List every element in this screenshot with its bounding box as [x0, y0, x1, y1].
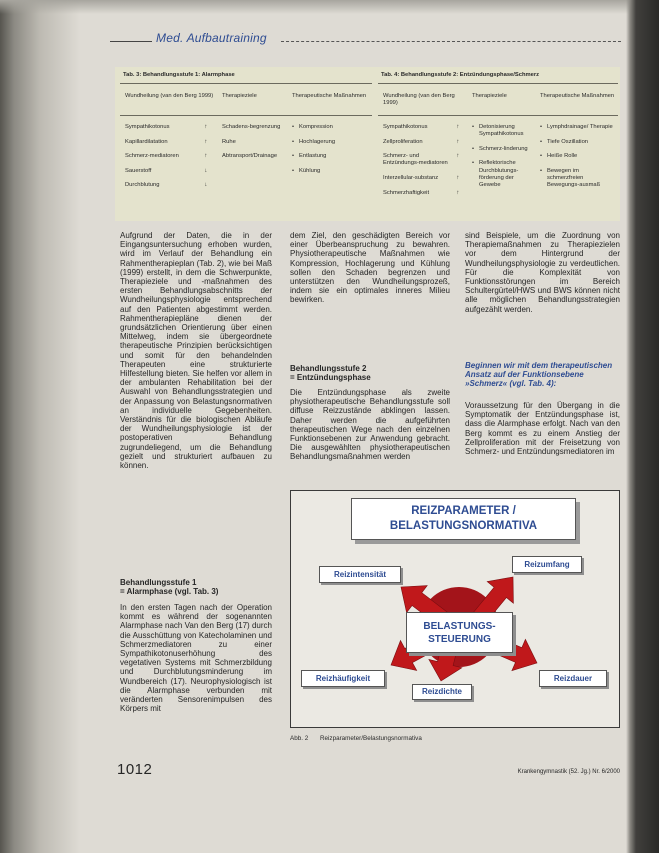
wundheilung-list [125, 124, 215, 197]
figure-reizparameter [290, 490, 620, 728]
center-line: BELASTUNGS- [423, 621, 496, 632]
label-reizumfang: Reizumfang [512, 556, 582, 573]
therapieziel-item: • Detonisierung Sympathikotonus [472, 124, 536, 139]
trend-arrow-icon: ↑ [456, 189, 460, 196]
wundheilung-item [125, 139, 215, 146]
table-header-massnahmen: Therapeutische Maßnahmen [292, 93, 367, 99]
table-rule [120, 115, 372, 116]
figure-title-line: BELASTUNGSNORMATIVA [389, 520, 538, 532]
figure-title-line: REIZPARAMETER / [411, 505, 516, 517]
wundheilung-item [383, 190, 465, 197]
wundheilung-text: Schmerzhaftigkeit [383, 189, 430, 196]
massnahme-item: • Entlastung [292, 153, 370, 160]
massnahmen-list [292, 124, 370, 182]
table-4 [378, 67, 618, 221]
therapieziele-list [222, 124, 288, 168]
page-number: 1012 [117, 761, 153, 778]
trend-arrow-icon: ↓ [204, 167, 208, 174]
table-header-therapieziele: Therapieziele [222, 93, 257, 99]
massnahme-item: • Lymphdrainage/ Therapie [540, 124, 616, 131]
wundheilung-item [125, 153, 215, 160]
therapieziele-list [472, 124, 536, 197]
caption-text: Reizparameter/Belastungsnormativa [319, 735, 422, 742]
wundheilung-text: Zellproliferation [383, 138, 423, 145]
label-reizintensitaet: Reizintensität [319, 566, 401, 583]
trend-arrow-icon: ↑ [456, 124, 460, 130]
table-header-wundheilung: Wundheilung (van den Berg 1999) [383, 93, 455, 107]
heading-line: = Entzündungsphase [290, 373, 371, 383]
journal-reference: Krankengymnastik (52. Jg.) Nr. 6/2000 [517, 769, 620, 775]
massnahme-item: • Heiße Rolle [540, 153, 616, 160]
wundheilung-item [383, 139, 465, 146]
table-rule [120, 83, 372, 84]
massnahme-item: • Bewegen im schmerzfreien Bewegungs-ausmaß [540, 168, 616, 190]
table-rule [378, 115, 618, 116]
table-header-wundheilung: Wundheilung (van den Berg 1999) [125, 93, 214, 99]
trend-arrow-icon: ↓ [204, 182, 208, 189]
trend-arrow-icon: ↑ [204, 124, 208, 130]
wundheilung-text: Interzellular-substanz [383, 175, 439, 182]
table-header-therapieziele: Therapieziele [472, 93, 507, 99]
table-header-massnahmen: Therapeutische Maßnahmen [540, 93, 615, 99]
body-paragraph: Aufgrund der Daten, die in der Eingangsuntersuchung erhoben wurden, wird im Verlauf der Behandlung ein Rahmentherapieplan (Tab. 2), wie bei Maß (1999) erstellt, in dem die Schwerpunkte, Therapieziele und -maßnahmen des ersten Behandlungsabschnitts der Wundheilungsphysiologie entsprechend auf den Patienten abgestimmt werden. Rahmentherapiepläne dienen der grundsätzlichen Orientierung über einen Mittelweg, indem sie übergeordnete therapeutische Prinzipien berücksichtigen und somit für den behandelnden Therapeuten eine strukturierte Hilfestellung bieten. Sie helfen vor allem in der ambulanten Rehabilitation bei der Auswahl von Behandlungsstrategien und der Anpassung von Belastungsnormativen an individuelle Gegebenheiten. Verständnis für die biologischen Abläufe der Wundheilungsphysiologie ist der postoperativen Behandlung zugrundeliegend, um die Behandlung gezielt und strukturiert aufbauen zu können. [120, 231, 272, 471]
wundheilung-item [125, 182, 215, 189]
text-column-1 [120, 231, 272, 751]
scan-right-edge [626, 0, 659, 853]
trend-arrow-icon: ↑ [456, 175, 460, 182]
trend-arrow-icon: ↑ [456, 153, 460, 160]
heading-line: = Alarmphase (vgl. Tab. 3) [120, 587, 219, 597]
massnahme-item: • Kühlung [292, 168, 370, 175]
therapieziel-item: • Reflektorische Durchblutungs-förderung der Gewebe [472, 160, 536, 189]
table-title: Tab. 3: Behandlungsstufe 1: Alarmphase [123, 72, 235, 78]
wundheilung-text: Kapillardilatation [125, 138, 168, 145]
wundheilung-item [125, 124, 215, 131]
wundheilung-item [125, 168, 215, 175]
body-paragraph: Die Entzündungsphase als zweite physiotherapeutische Behandlungsstufe soll diffuse Reizzustände abklingen lassen. Daher werden die aufgeführten therapeutischen Wege nach den einzelnen Funktionsebenen zur Anwendung gebracht. Die ausgewählten physiotherapeutischen Behandlungsmaßnahmen werden [290, 388, 450, 462]
figure-caption [290, 735, 422, 742]
caption-label: Abb. 2 [290, 735, 309, 742]
wundheilung-text: Sympathikotonus [125, 124, 170, 130]
label-reizdichte: Reizdichte [412, 684, 472, 700]
scan-gutter-shadow [0, 0, 80, 853]
trend-arrow-icon: ↑ [456, 138, 460, 145]
body-paragraph: dem Ziel, den geschädigten Bereich vor einer Überbeanspruchung zu bewahren. Physiotherapeutische Maßnahmen wie Kompression, Hochlagerung und Kühlung sollen den Schaden begrenzen und unterstützen den Wundheilungsprozeß, indem sie ein optimales inneres Milieu bewirken. [290, 231, 450, 305]
table-3 [120, 67, 372, 221]
wundheilung-text: Durchblutung [125, 182, 160, 189]
tables-panel [115, 67, 620, 221]
table-title: Tab. 4: Behandlungsstufe 2: Entzündungsphase/Schmerz [381, 72, 540, 78]
section-title: Med. Aufbautraining [156, 31, 267, 45]
subsection-heading: Beginnen wir mit dem therapeutischen Ansatz auf der Funktionsebene »Schmerz« (vgl. Tab. 4): [465, 361, 613, 389]
header-rule-right [281, 41, 621, 42]
header-rule-left [110, 41, 152, 42]
body-paragraph: sind Beispiele, um die Zuordnung von Therapiemaßnahmen zu Therapiezielen vor dem Hintergrund der Wundheilungsphysiologie zu verdeutlichen. Für die Komplexität von Funktionsstörungen im Bereich Schultergürtel/HWS und BWS können nicht alle möglichen Behandlungsstrategien aufgezählt werden. [465, 231, 620, 314]
wundheilung-text: Schmerz- und Entzündungs-mediatoren [383, 153, 448, 167]
therapieziel-item: Schadens-begrenzung [222, 124, 281, 130]
figure-title-box [351, 498, 576, 540]
scan-top-shadow [0, 0, 659, 14]
wundheilung-list [383, 124, 465, 204]
label-reizhaeufigkeit: Reizhäufigkeit [301, 670, 385, 687]
wundheilung-item [383, 153, 465, 168]
heading-line: Behandlungsstufe 1 [120, 578, 197, 587]
text-column-2 [290, 231, 450, 483]
massnahme-item: • Tiefe Oszillation [540, 139, 616, 146]
label-reizdauer: Reizdauer [539, 670, 607, 687]
body-paragraph: In den ersten Tagen nach der Operation kommt es während der sogenannten Alarmphase nach Van den Berg (17) durch die Ausschüttung von Katecholaminen und Schmerzmediatoren zu einer Sympathikotonuserhöhung des vegetativen Systems mit Schmerzbildung und Durchblutungsminderung im Wundbereich (17). Neurophysiologisch ist die Alarmphase verbunden mit veränderten Sensorenimpulsen des Körpers mit [120, 603, 272, 714]
text-column-3 [465, 231, 620, 483]
wundheilung-text: Schmerz-mediatoren [125, 153, 179, 160]
wundheilung-text: Sauerstoff [125, 167, 152, 174]
wundheilung-text: Sympathikotonus [383, 124, 428, 130]
table-rule [378, 83, 618, 84]
wundheilung-item [383, 175, 465, 182]
trend-arrow-icon: ↑ [204, 153, 208, 160]
section-heading [290, 364, 450, 382]
center-line: STEUERUNG [428, 634, 491, 645]
massnahme-item: • Hochlagerung [292, 139, 370, 146]
therapieziel-item: Abtransport/Drainage [222, 153, 278, 160]
massnahme-item: • Kompression [292, 124, 370, 131]
section-heading [120, 578, 272, 596]
massnahmen-list [540, 124, 616, 197]
therapieziel-item: Ruhe [222, 138, 236, 145]
body-paragraph: Voraussetzung für den Übergang in die Symptomatik der Entzündungsphase ist, dass die Alarmphase erfolgt. Nach van den Berg kommt es zu einem Anstieg der Zellproliferation mit der Freisetzung von Schmerz- und Entzündungsmediatoren im [465, 401, 620, 457]
center-box-belastungssteuerung [406, 612, 513, 653]
therapieziel-item: • Schmerz-linderung [472, 146, 536, 153]
trend-arrow-icon: ↑ [204, 138, 208, 145]
heading-line: Behandlungsstufe 2 [290, 364, 367, 373]
wundheilung-item [383, 124, 465, 131]
